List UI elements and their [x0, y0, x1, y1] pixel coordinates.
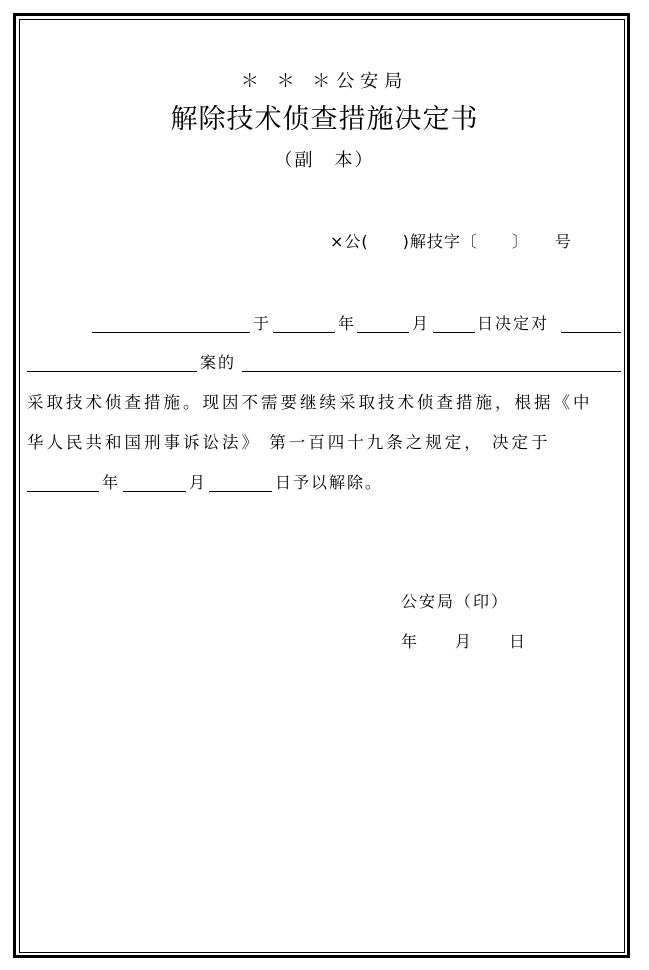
label-release-month: 月 [189, 473, 208, 492]
label-yu: 于 [253, 314, 272, 333]
blank-person-cont [27, 371, 197, 372]
agency-name: ＊ ＊ ＊公安局 [240, 71, 409, 92]
label-release-year: 年 [102, 473, 121, 492]
blank-agency [92, 332, 250, 333]
blank-year [273, 332, 335, 333]
blank-release-day [209, 491, 272, 492]
document-title: 解除技术侦查措施决定书 [170, 104, 479, 135]
label-case-of: 案的 [200, 353, 237, 372]
blank-day [433, 332, 475, 333]
paragraph-line-2: 华人民共和国刑事诉讼法》 第一百四十九条之规定， 决定于 [27, 433, 551, 452]
blank-release-year [27, 491, 99, 492]
document-number: ×公( )解技字〔 〕 号 [330, 232, 572, 251]
blank-person [561, 332, 621, 333]
sign-date: 年 月 日 [401, 632, 528, 651]
paragraph-line-1: 采取技术侦查措施。现因不需要继续采取技术侦查措施，根据《中 [27, 393, 593, 412]
label-day-decided: 日决定对 [477, 314, 550, 333]
label-release-day: 日予以解除。 [275, 473, 384, 492]
label-month: 月 [412, 314, 431, 333]
blank-case-name [242, 371, 621, 372]
copy-label: （副 本） [274, 150, 375, 171]
seal-label: 公安局（印） [401, 592, 510, 611]
blank-release-month [123, 491, 186, 492]
blank-month [357, 332, 409, 333]
label-year: 年 [338, 314, 357, 333]
